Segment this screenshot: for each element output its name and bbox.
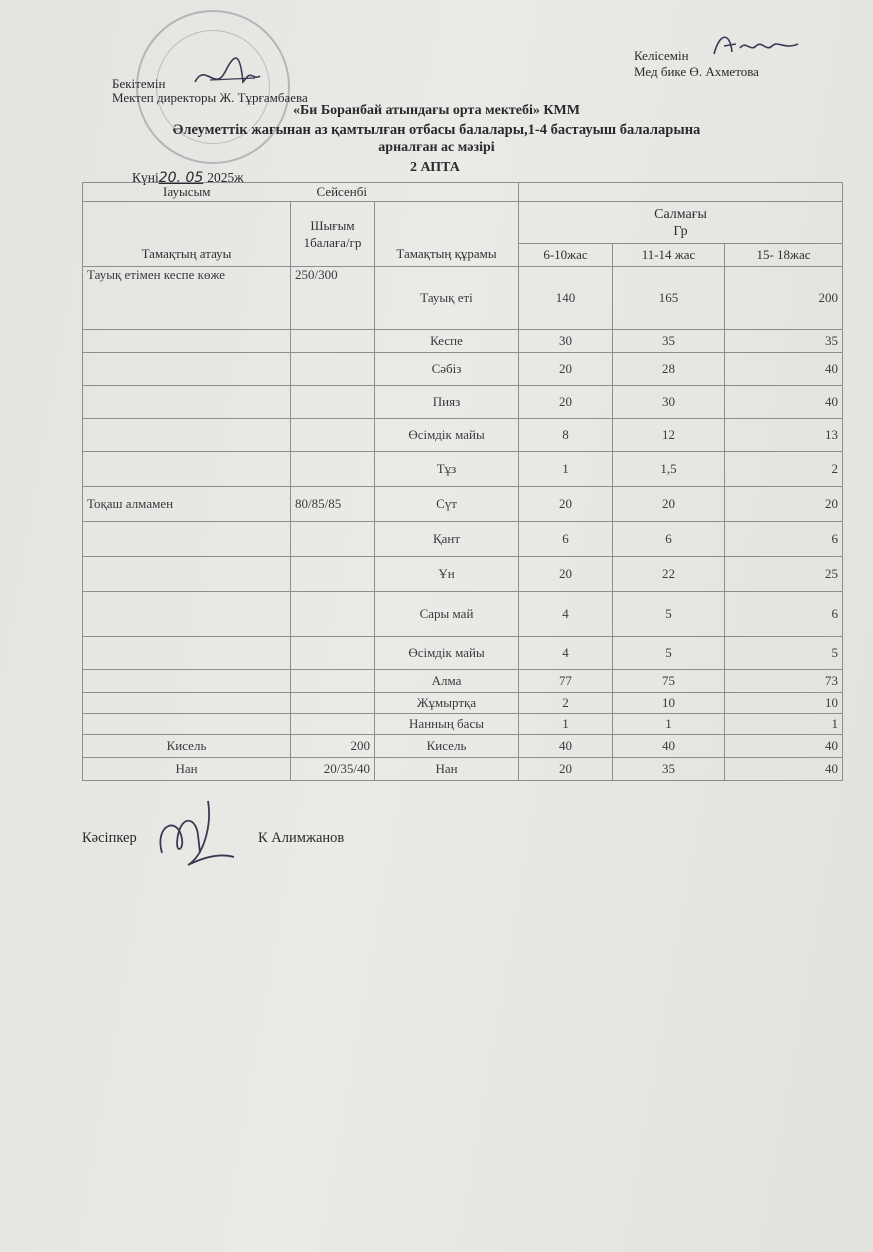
weight-11-14-cell: 5 xyxy=(613,592,725,637)
table-row xyxy=(83,670,843,693)
week-label: 2 АПТА xyxy=(410,160,460,175)
yield-cell: 80/85/85 xyxy=(291,487,375,522)
date-suffix: 2025ж xyxy=(207,170,244,185)
weight-11-14-cell: 12 xyxy=(613,419,725,452)
table-row xyxy=(83,487,843,522)
date-prefix: Күні xyxy=(132,170,159,185)
dish-name-cell: Тоқаш алмамен xyxy=(83,487,291,522)
dish-name-cell xyxy=(83,452,291,487)
weight-15-18-cell: 73 xyxy=(725,670,843,693)
weight-11-14-cell: 6 xyxy=(613,522,725,557)
ingredient-cell: Өсімдік майы xyxy=(375,637,519,670)
table-row xyxy=(83,522,843,557)
weight-15-18-cell: 40 xyxy=(725,758,843,781)
ingredient-cell: Кеспе xyxy=(375,330,519,353)
header-composition: Тамақтың құрамы xyxy=(375,202,519,267)
ingredient-cell: Нанның басы xyxy=(375,714,519,735)
nurse-signature xyxy=(706,28,806,62)
weight-15-18-cell: 6 xyxy=(725,592,843,637)
weight-6-10-cell: 4 xyxy=(519,592,613,637)
header-age-6-10: 6-10жас xyxy=(519,244,613,267)
yield-cell xyxy=(291,557,375,592)
meal-row xyxy=(83,183,843,202)
weight-15-18-cell: 5 xyxy=(725,637,843,670)
table-row xyxy=(83,557,843,592)
weight-6-10-cell: 40 xyxy=(519,735,613,758)
table-row xyxy=(83,330,843,353)
ingredient-cell: Алма xyxy=(375,670,519,693)
weight-15-18-cell: 200 xyxy=(725,267,843,330)
weight-15-18-cell: 10 xyxy=(725,693,843,714)
ingredient-cell: Пияз xyxy=(375,386,519,419)
date-value: 20. 05 xyxy=(158,170,204,186)
meal-label: Іауысым xyxy=(83,183,291,202)
weight-6-10-cell: 20 xyxy=(519,353,613,386)
table-row xyxy=(83,637,843,670)
weight-15-18-cell: 2 xyxy=(725,452,843,487)
weight-11-14-cell: 1 xyxy=(613,714,725,735)
yield-cell xyxy=(291,714,375,735)
weight-6-10-cell: 4 xyxy=(519,637,613,670)
table-row xyxy=(83,714,843,735)
yield-cell xyxy=(291,592,375,637)
dish-name-cell xyxy=(83,353,291,386)
agree-label: Келісемін xyxy=(634,48,689,63)
header-row-1 xyxy=(83,202,843,244)
weight-6-10-cell: 6 xyxy=(519,522,613,557)
weight-6-10-cell: 30 xyxy=(519,330,613,353)
weight-11-14-cell: 20 xyxy=(613,487,725,522)
yield-cell xyxy=(291,522,375,557)
ingredient-cell: Тауық еті xyxy=(375,267,519,330)
dish-name-cell xyxy=(83,670,291,693)
yield-cell xyxy=(291,330,375,353)
dish-name-cell: Кисель xyxy=(83,735,291,758)
weight-15-18-cell: 35 xyxy=(725,330,843,353)
ingredient-cell: Тұз xyxy=(375,452,519,487)
table-row xyxy=(83,419,843,452)
ingredient-cell: Сары май xyxy=(375,592,519,637)
table-row xyxy=(83,592,843,637)
header-weight-unit: Гр xyxy=(673,223,688,239)
entrepreneur-name: К Алимжанов xyxy=(258,830,345,846)
dish-name-cell xyxy=(83,557,291,592)
weight-11-14-cell: 28 xyxy=(613,353,725,386)
yield-cell xyxy=(291,452,375,487)
weight-6-10-cell: 20 xyxy=(519,487,613,522)
dish-name-cell xyxy=(83,693,291,714)
ingredient-cell: Ұн xyxy=(375,557,519,592)
weight-11-14-cell: 30 xyxy=(613,386,725,419)
weight-6-10-cell: 20 xyxy=(519,557,613,592)
weight-6-10-cell: 8 xyxy=(519,419,613,452)
header-age-11-14: 11-14 жас xyxy=(613,244,725,267)
weight-11-14-cell: 22 xyxy=(613,557,725,592)
header-weight-label: Салмағы xyxy=(654,206,707,222)
table-row xyxy=(83,452,843,487)
ingredient-cell: Нан xyxy=(375,758,519,781)
weight-15-18-cell: 40 xyxy=(725,353,843,386)
weight-15-18-cell: 20 xyxy=(725,487,843,522)
header-dish: Тамақтың атауы xyxy=(83,202,291,267)
weight-11-14-cell: 10 xyxy=(613,693,725,714)
weight-11-14-cell: 165 xyxy=(613,267,725,330)
ingredient-cell: Өсімдік майы xyxy=(375,419,519,452)
table-row xyxy=(83,353,843,386)
table-row xyxy=(83,386,843,419)
dish-name-cell xyxy=(83,330,291,353)
yield-cell: 250/300 xyxy=(291,267,375,330)
ingredient-cell: Кисель xyxy=(375,735,519,758)
table-row xyxy=(83,267,843,330)
school-name: «Би Боранбай атындағы орта мектебі» КММ xyxy=(293,103,580,118)
weight-6-10-cell: 140 xyxy=(519,267,613,330)
header-age-15-18: 15- 18жас xyxy=(725,244,843,267)
weight-6-10-cell: 20 xyxy=(519,758,613,781)
weight-6-10-cell: 1 xyxy=(519,714,613,735)
agree-signer: Мед бике Ө. Ахметова xyxy=(634,64,759,79)
dish-name-cell: Тауық етімен кеспе көже xyxy=(83,267,291,330)
header-yield-line-2: 1балаға/гр xyxy=(303,235,362,250)
table-row xyxy=(83,735,843,758)
weight-11-14-cell: 35 xyxy=(613,330,725,353)
header-weight xyxy=(519,202,843,244)
header-yield-line-1: Шығым xyxy=(310,218,355,233)
weight-6-10-cell: 2 xyxy=(519,693,613,714)
weight-15-18-cell: 40 xyxy=(725,386,843,419)
subtitle-line-2: арналған ас мәзірі xyxy=(378,140,495,155)
subtitle-line-1: Әлеуметтік жағынан аз қамтылған отбасы балалары,1-4 бастауыш балаларына xyxy=(172,122,701,138)
ingredient-cell: Сүт xyxy=(375,487,519,522)
dish-name-cell xyxy=(83,419,291,452)
dish-name-cell xyxy=(83,522,291,557)
ingredient-cell: Сәбіз xyxy=(375,353,519,386)
weight-11-14-cell: 75 xyxy=(613,670,725,693)
approve-label: Бекітемін xyxy=(112,76,166,91)
yield-cell xyxy=(291,637,375,670)
dish-name-cell: Нан xyxy=(83,758,291,781)
weight-15-18-cell: 25 xyxy=(725,557,843,592)
dish-name-cell xyxy=(83,592,291,637)
yield-cell: 20/35/40 xyxy=(291,758,375,781)
weight-15-18-cell: 6 xyxy=(725,522,843,557)
yield-cell xyxy=(291,353,375,386)
dish-name-cell xyxy=(83,637,291,670)
yield-cell xyxy=(291,386,375,419)
entrepreneur-label: Кәсіпкер xyxy=(82,830,137,846)
header-yield xyxy=(291,202,375,267)
ingredient-cell: Жұмыртқа xyxy=(375,693,519,714)
weight-15-18-cell: 40 xyxy=(725,735,843,758)
entrepreneur-signature xyxy=(148,795,238,871)
yield-cell xyxy=(291,670,375,693)
yield-cell xyxy=(291,693,375,714)
weight-11-14-cell: 35 xyxy=(613,758,725,781)
dish-name-cell xyxy=(83,386,291,419)
table-row xyxy=(83,758,843,781)
approve-signer: Мектеп директоры Ж. Тұрғамбаева xyxy=(112,90,308,105)
yield-cell: 200 xyxy=(291,735,375,758)
day-label: Сейсенбі xyxy=(291,183,519,202)
weight-6-10-cell: 77 xyxy=(519,670,613,693)
yield-cell xyxy=(291,419,375,452)
weight-15-18-cell: 13 xyxy=(725,419,843,452)
weight-11-14-cell: 5 xyxy=(613,637,725,670)
ingredient-cell: Қант xyxy=(375,522,519,557)
weight-6-10-cell: 20 xyxy=(519,386,613,419)
dish-name-cell xyxy=(83,714,291,735)
weight-11-14-cell: 40 xyxy=(613,735,725,758)
director-signature xyxy=(185,42,265,102)
weight-11-14-cell: 1,5 xyxy=(613,452,725,487)
table-row xyxy=(83,693,843,714)
weight-6-10-cell: 1 xyxy=(519,452,613,487)
weight-15-18-cell: 1 xyxy=(725,714,843,735)
menu-table xyxy=(82,182,843,781)
